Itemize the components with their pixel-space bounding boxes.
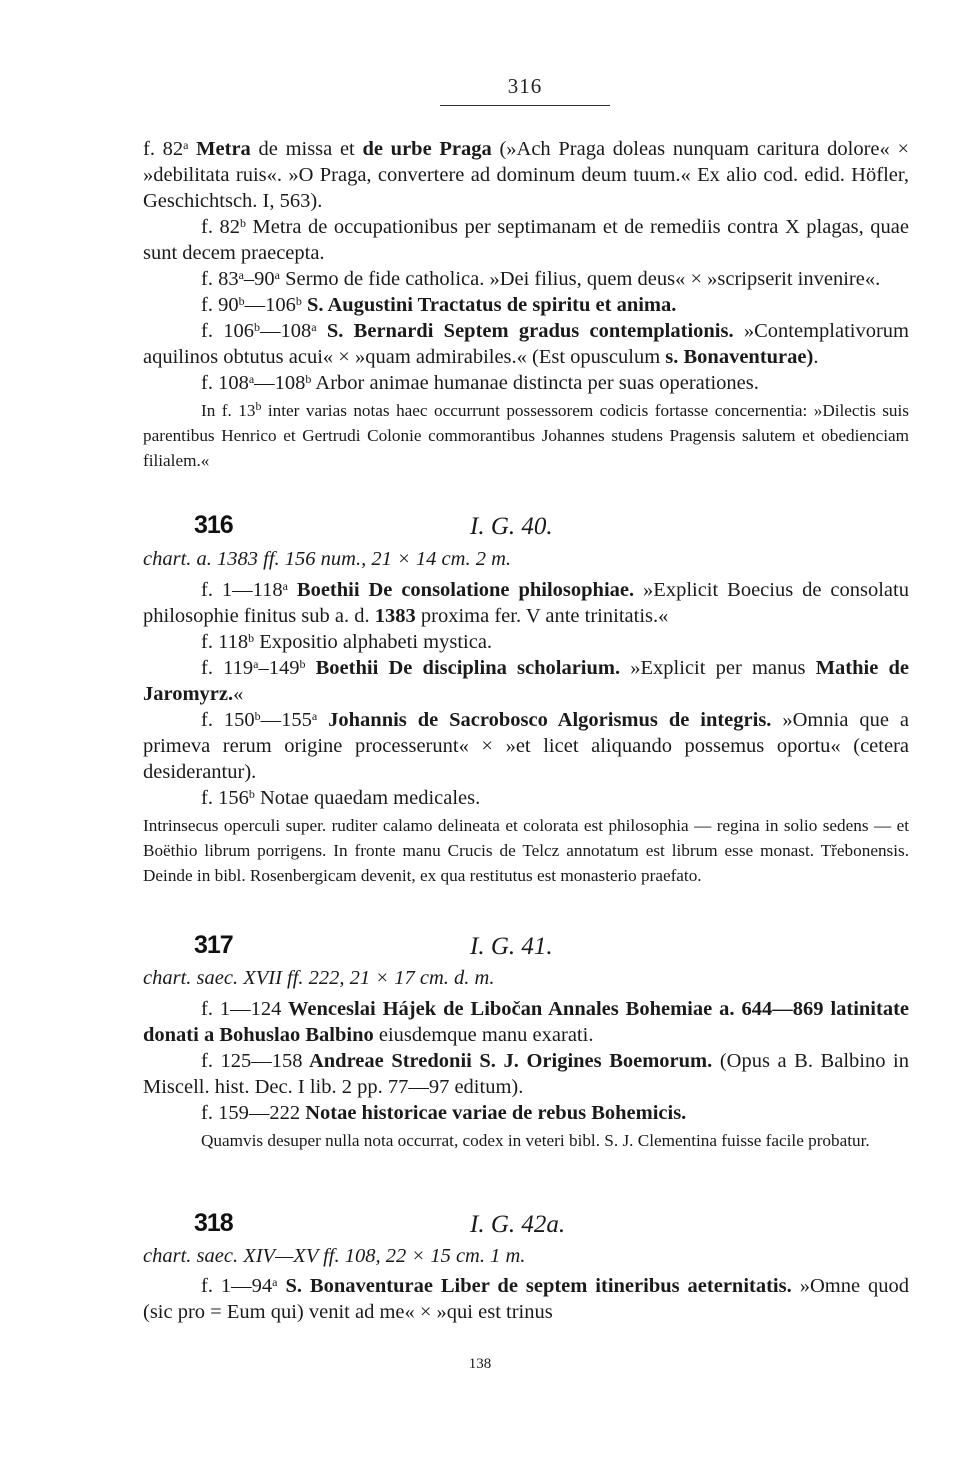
codex-entries xyxy=(143,1273,909,1325)
entry xyxy=(143,1273,909,1325)
page-number: 316 xyxy=(440,74,610,106)
note-lead: In f. 13 xyxy=(201,401,256,420)
footer-page-number: 138 xyxy=(468,1356,492,1372)
entry-title: Mathie de Jaromyrz. xyxy=(143,657,909,705)
entry-locus: f. 150 xyxy=(201,709,255,731)
entry-locus: —108 xyxy=(254,372,306,394)
codex-signature: I. G. 42a. xyxy=(470,1211,566,1238)
entry-text: »Omne quod (sic pro = Eum qui) venit ad me« × »qui est trinus xyxy=(143,1275,909,1323)
entry-locus: f. 119 xyxy=(201,657,254,679)
entry-title: Boethii De disciplina scholarium. xyxy=(305,657,621,679)
entry-locus: —155 xyxy=(260,709,312,731)
provenance-note xyxy=(143,813,909,888)
entry-sup: a xyxy=(248,372,255,386)
entry xyxy=(143,318,909,370)
entry xyxy=(143,996,909,1048)
codex-description: chart. saec. XIV—XV ff. 108, 22 × 15 cm. 1 m. xyxy=(143,1245,526,1267)
entry xyxy=(143,136,909,214)
entry-sup: b xyxy=(295,294,302,308)
entry-sup: a xyxy=(253,657,259,671)
provenance-note xyxy=(143,1128,909,1153)
entry-text: »Omnia que a primeva rerum origine processerunt« × »et licet aliquando possemus oportu« (cetera desiderantur). xyxy=(143,709,909,783)
entry-sup: b xyxy=(254,709,261,723)
entry xyxy=(143,266,909,292)
entry-locus: f. 1—118 xyxy=(201,579,283,601)
entry-locus: —106 xyxy=(244,294,296,316)
codex-number: 317 xyxy=(194,931,233,959)
entry xyxy=(143,577,909,629)
entry-title: Notae historicae variae de rebus Bohemicis. xyxy=(300,1102,687,1124)
entry-title: S. Bonaventurae Liber de septem itineribus aeternitatis. xyxy=(277,1275,792,1297)
entry xyxy=(143,370,909,396)
entry-text: proxima fer. V ante trinitatis.« xyxy=(415,605,669,627)
codex-signature: I. G. 40. xyxy=(470,513,553,540)
entry-locus: f. 106 xyxy=(201,320,254,342)
entry xyxy=(143,655,909,707)
entry-sup: a xyxy=(311,320,317,334)
entry-sup: a xyxy=(272,1275,278,1289)
entry-locus: f. 90 xyxy=(201,294,239,316)
note-text: Quamvis desuper nulla nota occurrat, codex in veteri bibl. S. J. Clementina fuisse facile probatur. xyxy=(201,1131,870,1150)
entry-text: »Explicit Boecius de consolatu philosophie finitus sub a. d. xyxy=(143,579,909,627)
entry-title: Andreae Stredonii S. J. Origines Boemorum. xyxy=(302,1050,713,1072)
entry-sup: b xyxy=(240,216,246,230)
codex-number: 316 xyxy=(194,511,233,539)
entry-locus: f. 108 xyxy=(201,372,249,394)
codex-signature: I. G. 41. xyxy=(470,933,553,960)
entry-locus: f. 125—158 xyxy=(201,1050,303,1072)
entry-locus: f. 82 xyxy=(143,138,184,160)
entry-text: (»Ach Praga doleas nunquam caritura dolore« × »debilitata ruis«. »O Praga, convertere ad dominum deum tuum.« Ex alio cod. edid. Höfler, Geschichtsch. I, 563). xyxy=(143,138,910,212)
entry-text: Sermo de fide catholica. »Dei filius, quem deus« × »scripserit invenire«. xyxy=(279,268,881,290)
entry-text: Notae quaedam medicales. xyxy=(254,787,481,809)
entry-locus: –149 xyxy=(258,657,300,679)
entry-title: Wenceslai Hájek de Libočan Annales Bohemiae a. 644—869 latinitate donati a Bohuslao Balbino xyxy=(143,998,910,1046)
note-text: Intrinsecus operculi super. ruditer calamo delineata et colorata est philosophia — regina in solio sedens — et Boëthio librum porrigens. In fronte manu Crucis de Telcz annotatum est librum esse monast. Třebonensis. Deinde in bibl. Rosenbergicam devenit, ex qua restitutus est monasterio praefato. xyxy=(143,816,909,885)
entry-title: Johannis de Sacrobosco Algorismus de integris. xyxy=(317,709,772,731)
entry-text: (Opus a B. Balbino in Miscell. hist. Dec. I lib. 2 pp. 77—97 editum). xyxy=(143,1050,909,1098)
entry-title: Metra xyxy=(188,138,251,160)
entry xyxy=(143,1048,909,1100)
provenance-note xyxy=(143,398,909,473)
entry-sup: b xyxy=(248,787,255,801)
top-entries xyxy=(143,136,909,473)
entry-text: Metra de occupationibus per septimanam et de remediis contra X plagas, quae sunt decem praecepta. xyxy=(143,216,910,264)
entry-title: Boethii De consolatione philosophiae. xyxy=(287,579,635,601)
entry-sup: b xyxy=(238,294,245,308)
entry xyxy=(143,707,909,785)
entry-title: de urbe Praga xyxy=(362,138,492,160)
entry-text: de missa et xyxy=(250,138,363,160)
entry-locus: f. 118 xyxy=(201,631,249,653)
entry-sup: a xyxy=(282,579,288,593)
entry-sup: b xyxy=(248,631,255,645)
entry-locus: f. 159—222 xyxy=(201,1102,301,1124)
entry-sup: a xyxy=(183,138,189,152)
entry-locus: f. 1—124 xyxy=(201,998,282,1020)
note-text: inter varias notas haec occurrunt possessorem codicis fortasse concernentia: »Dilectis suis parentibus Henrico et Gertrudi Colonie commorantibus Johannes studens Pragensis salutem et obedienciam filialem.« xyxy=(143,401,909,470)
codex-description: chart. a. 1383 ff. 156 num., 21 × 14 cm. 2 m. xyxy=(143,548,512,570)
codex-entries xyxy=(143,996,909,1153)
entry xyxy=(143,629,909,655)
entry-text: »Explicit per manus xyxy=(620,657,816,679)
codex-entries xyxy=(143,577,909,888)
entry xyxy=(143,292,909,318)
entry-sup: a xyxy=(311,709,318,723)
entry-sup: b xyxy=(254,320,260,334)
entry-title: 1383 xyxy=(374,605,416,627)
entry-text: Expositio alphabeti mystica. xyxy=(254,631,493,653)
entry-locus: –90 xyxy=(243,268,275,290)
entry-sup: b xyxy=(305,372,312,386)
entry-locus: f. 1—94 xyxy=(201,1275,273,1297)
entry-locus: f. 83 xyxy=(201,268,239,290)
entry-locus: f. 156 xyxy=(201,787,249,809)
entry-text: . xyxy=(813,346,819,368)
entry-text: »Contemplativorum aquilinos obtutus acui« × »quam admirabiles.« (Est opusculum xyxy=(143,320,909,368)
entry-locus: f. 82 xyxy=(201,216,240,238)
entry-locus: —108 xyxy=(260,320,312,342)
entry-text: « xyxy=(233,683,244,705)
entry-text: Arbor animae humanae distincta per suas operationes. xyxy=(311,372,759,394)
codex-number: 318 xyxy=(194,1209,233,1237)
entry-text: eiusdemque manu exarati. xyxy=(373,1024,594,1046)
entry-sup: b xyxy=(255,399,262,413)
entry-sup: b xyxy=(299,657,306,671)
entry-sup: a xyxy=(274,268,280,282)
entry xyxy=(143,214,909,266)
entry xyxy=(143,785,909,811)
entry-title: S. Augustini Tractatus de spiritu et anima. xyxy=(301,294,677,316)
entry-title: s. Bonaventurae) xyxy=(665,346,814,368)
codex-description: chart. saec. XVII ff. 222, 21 × 17 cm. d. m. xyxy=(143,967,495,989)
entry xyxy=(143,1100,909,1126)
entry-title: S. Bernardi Septem gradus contemplationis. xyxy=(316,320,734,342)
entry-sup: a xyxy=(238,268,244,282)
